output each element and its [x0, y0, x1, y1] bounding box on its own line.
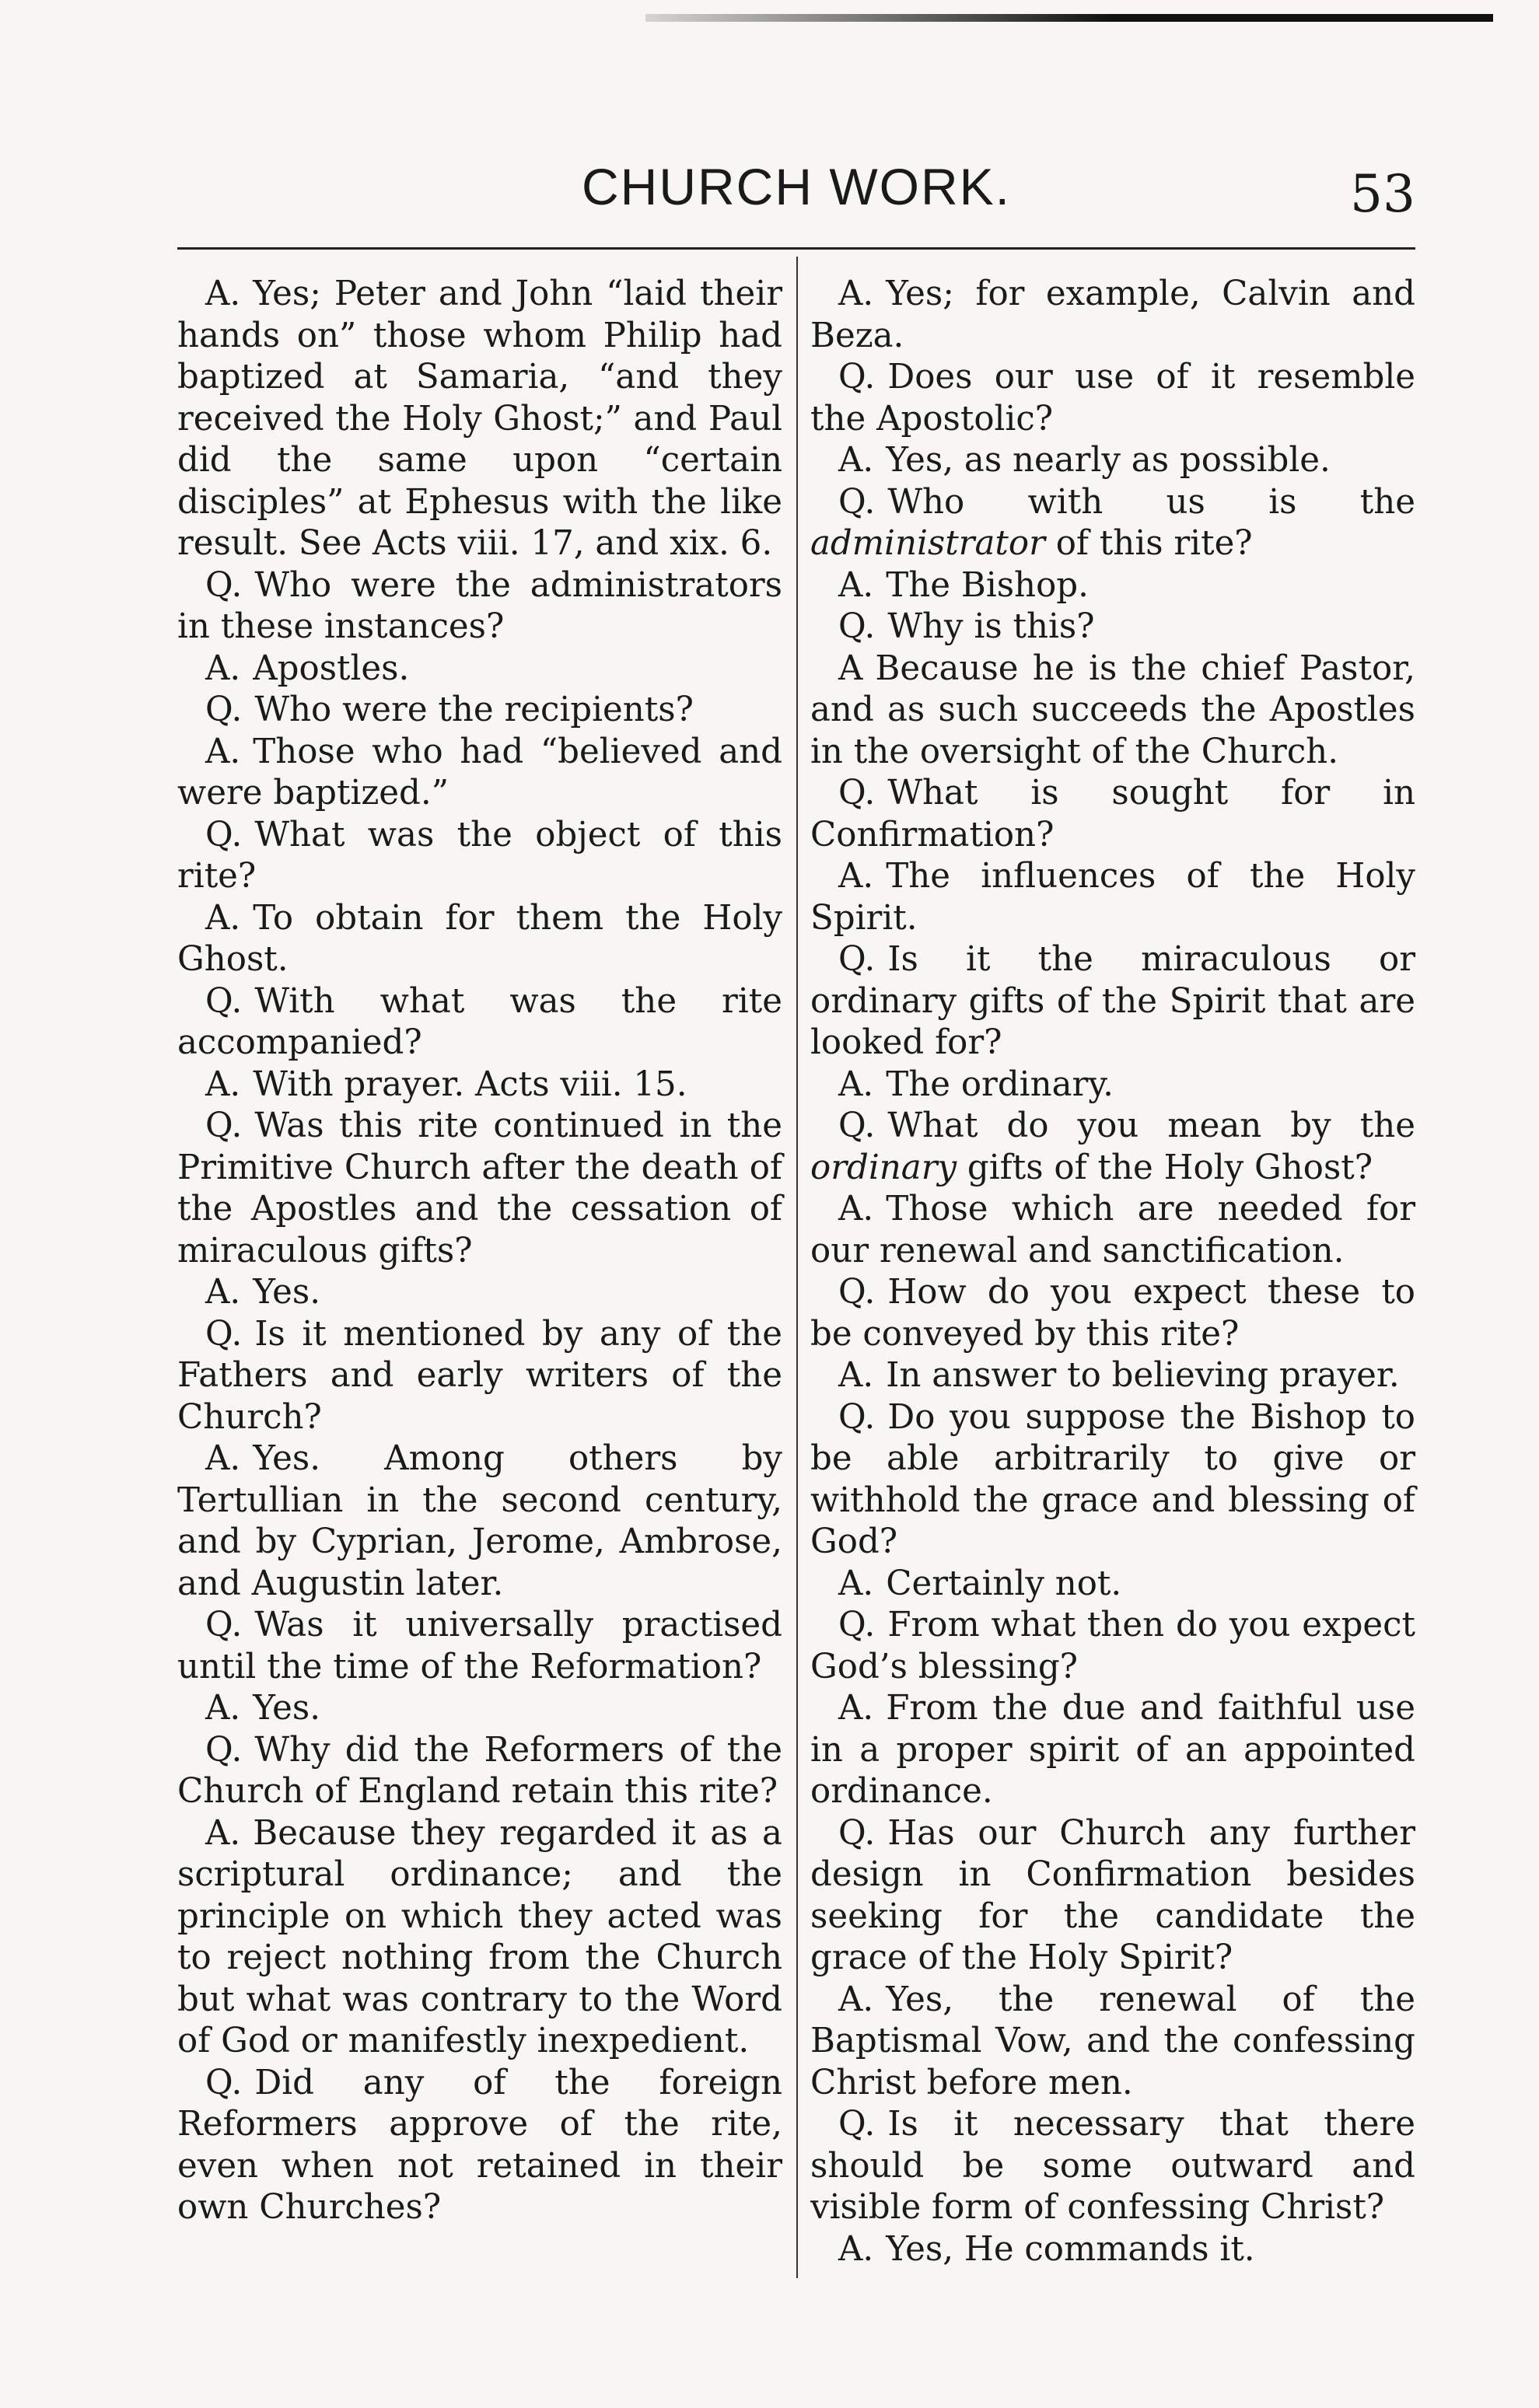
paragraph-text: Did any of the foreign Reformers approve of the rite, even when not retained in their own Churches?	[177, 2063, 782, 2227]
paragraph-text: In answer to believing prayer.	[886, 1356, 1400, 1395]
qa-marker: A.	[205, 1689, 241, 1728]
qa-marker: Q.	[838, 1397, 876, 1437]
qa-marker: A.	[205, 1273, 241, 1312]
qa-marker: A.	[205, 1813, 241, 1853]
paragraph-text: What was the object of this rite?	[177, 815, 782, 896]
answer-paragraph	[177, 732, 782, 815]
paragraph-text: Who were the administrators in these instances?	[177, 565, 782, 646]
paragraph-text: Those which are needed for our renewal and sanctification.	[810, 1190, 1415, 1270]
paragraph-text: Because they regarded it as a scriptural ordinance; and the principle on which they acted was to reject nothing from the Church but what was contrary to the Word of God or manifestly inexpedient.	[177, 1813, 782, 2060]
qa-marker: A.	[838, 1980, 874, 2019]
answer-paragraph	[810, 856, 1415, 939]
question-paragraph	[810, 1397, 1415, 1564]
qa-marker: A.	[838, 274, 874, 313]
qa-marker: Q.	[838, 482, 876, 522]
qa-marker: Q.	[205, 565, 243, 605]
answer-paragraph	[810, 1564, 1415, 1606]
paragraph-text: Yes, the renewal of the Baptismal Vow, and the confessing Christ before men.	[810, 1980, 1415, 2102]
column-divider	[796, 257, 798, 2278]
paragraph-text-continued: gifts of the Holy Ghost?	[957, 1148, 1373, 1187]
paragraph-text: Who with us is the	[887, 482, 1415, 522]
question-paragraph	[177, 981, 782, 1064]
paragraph-text: With what was the rite accompanied?	[177, 981, 782, 1062]
question-paragraph	[810, 1106, 1415, 1189]
paragraph-text: Those who had “believed and were baptized.”	[177, 732, 782, 813]
qa-marker: Q.	[838, 1606, 876, 1644]
qa-marker: A.	[205, 274, 241, 313]
paragraph-text: Was it universally practised until the time of the Reformation?	[177, 1606, 782, 1686]
paragraph-text: Yes.	[253, 1689, 321, 1728]
answer-paragraph	[810, 648, 1415, 774]
answer-paragraph	[177, 274, 782, 565]
paragraph-text: Yes; for example, Calvin and Beza.	[810, 274, 1415, 355]
page-header	[177, 156, 1415, 241]
paragraph-text: Yes, as nearly as possible.	[886, 441, 1331, 480]
answer-paragraph	[810, 1064, 1415, 1106]
question-paragraph	[810, 1272, 1415, 1355]
qa-marker: Q.	[205, 981, 243, 1021]
paragraph-text: Who were the recipients?	[254, 690, 694, 729]
answer-paragraph	[810, 1980, 1415, 2105]
running-title: CHURCH WORK.	[582, 158, 1011, 215]
qa-marker: A.	[205, 1064, 241, 1104]
qa-marker: Q.	[838, 1813, 876, 1853]
answer-paragraph	[810, 274, 1415, 357]
qa-marker: Q.	[205, 1606, 243, 1644]
qa-marker: A.	[205, 898, 241, 938]
qa-marker: A.	[205, 1439, 241, 1478]
top-rule	[645, 14, 1493, 22]
qa-marker: Q.	[838, 607, 876, 646]
answer-paragraph	[177, 1813, 782, 2063]
paragraph-text: Do you suppose the Bishop to be able arbitrarily to give or withhold the grace and blessing of God?	[810, 1397, 1415, 1561]
qa-marker: Q.	[205, 1106, 243, 1145]
paragraph-text: Does our use of it resemble the Apostolic?	[810, 358, 1415, 439]
qa-marker: A.	[838, 441, 874, 480]
paragraph-text: Apostles.	[253, 648, 410, 688]
answer-paragraph	[177, 1688, 782, 1730]
paragraph-text: Was this rite continued in the Primitive Church after the death of the Apostles and the cessation of miraculous gifts?	[177, 1106, 782, 1270]
question-paragraph	[177, 1106, 782, 1272]
question-paragraph	[177, 2063, 782, 2229]
question-paragraph	[810, 606, 1415, 648]
question-paragraph	[177, 690, 782, 732]
paragraph-text: Is it the miraculous or ordinary gifts of the Spirit that are looked for?	[810, 940, 1415, 1062]
paragraph-text-continued: of this rite?	[1044, 524, 1253, 563]
paragraph-text: To obtain for them the Holy Ghost.	[177, 898, 782, 979]
qa-marker: A.	[838, 1564, 874, 1603]
qa-marker: A.	[838, 1064, 874, 1104]
paragraph-text: From the due and faithful use in a proper spirit of an appointed ordinance.	[810, 1689, 1415, 1811]
qa-marker: Q.	[838, 940, 876, 979]
qa-marker: Q.	[838, 1106, 876, 1145]
paragraph-text: What is sought for in Confirmation?	[810, 774, 1415, 855]
answer-paragraph	[810, 565, 1415, 607]
question-paragraph	[810, 1605, 1415, 1688]
qa-marker: Q.	[205, 2063, 243, 2102]
question-paragraph	[810, 939, 1415, 1064]
answer-paragraph	[177, 648, 782, 690]
qa-marker: A	[838, 648, 863, 688]
italic-term: administrator	[810, 524, 1045, 563]
qa-marker: A.	[205, 732, 241, 771]
paragraph-text: Yes.	[253, 1273, 321, 1312]
page-number: 53	[1350, 164, 1415, 224]
answer-paragraph	[810, 2229, 1415, 2271]
paragraph-text: With prayer. Acts viii. 15.	[253, 1064, 687, 1104]
qa-marker: Q.	[838, 2105, 876, 2144]
question-paragraph	[177, 815, 782, 898]
qa-marker: A.	[838, 1356, 874, 1395]
question-paragraph	[810, 2104, 1415, 2229]
italic-term: ordinary	[810, 1148, 957, 1187]
qa-marker: A.	[838, 565, 874, 605]
qa-marker: Q.	[205, 1314, 243, 1354]
paragraph-text: Yes; Peter and John “laid their hands on” those whom Philip had baptized at Samaria, “and they received the Holy Ghost;” and Paul did the same upon “certain disciples” at Ephesus with the like result. See Acts viii. 17, and xix. 6.	[177, 274, 782, 563]
paragraph-text: Yes, He commands it.	[886, 2229, 1255, 2269]
question-paragraph	[810, 773, 1415, 856]
answer-paragraph	[177, 1272, 782, 1314]
qa-marker: Q.	[838, 774, 876, 813]
question-paragraph	[177, 1314, 782, 1439]
qa-marker: A.	[838, 857, 874, 896]
header-rule	[177, 247, 1415, 250]
question-paragraph	[177, 565, 782, 648]
answer-paragraph	[177, 1064, 782, 1106]
qa-marker: Q.	[205, 690, 243, 729]
paragraph-text: Why is this?	[887, 607, 1095, 646]
paragraph-text: The Bishop.	[886, 565, 1089, 605]
answer-paragraph	[810, 440, 1415, 482]
qa-marker: Q.	[205, 1730, 243, 1770]
question-paragraph	[810, 1813, 1415, 1980]
qa-marker: A.	[838, 1689, 874, 1728]
paragraph-text: Has our Church any further design in Confirmation besides seeking for the candidate the grace of the Holy Spirit?	[810, 1813, 1415, 1977]
answer-paragraph	[177, 898, 782, 981]
answer-paragraph	[810, 1355, 1415, 1397]
paragraph-text: The influences of the Holy Spirit.	[810, 857, 1415, 938]
paragraph-text: How do you expect these to be conveyed by this rite?	[810, 1273, 1415, 1354]
answer-paragraph	[177, 1438, 782, 1605]
qa-marker: Q.	[205, 815, 243, 855]
paragraph-text: Yes. Among others by Tertullian in the second century, and by Cyprian, Jerome, Ambrose, and Augustin later.	[177, 1439, 782, 1603]
qa-marker: A.	[205, 648, 241, 688]
answer-paragraph	[810, 1688, 1415, 1813]
paragraph-text: Why did the Reformers of the Church of England retain this rite?	[177, 1730, 782, 1811]
right-column	[810, 274, 1415, 2270]
paragraph-text: Is it mentioned by any of the Fathers and early writers of the Church?	[177, 1314, 782, 1437]
paragraph-text: Certainly not.	[886, 1564, 1122, 1603]
question-paragraph	[810, 482, 1415, 565]
paragraph-text: What do you mean by the	[887, 1106, 1415, 1145]
qa-marker: A.	[838, 1190, 874, 1228]
question-paragraph	[177, 1730, 782, 1813]
left-column	[177, 274, 782, 2229]
paragraph-text: Is it necessary that there should be some outward and visible form of confessing Christ?	[810, 2105, 1415, 2227]
question-paragraph	[177, 1605, 782, 1688]
qa-marker: Q.	[838, 1273, 876, 1312]
answer-paragraph	[810, 1189, 1415, 1272]
paragraph-text: From what then do you expect God’s blessing?	[810, 1606, 1415, 1686]
qa-marker: Q.	[838, 358, 876, 397]
paragraph-text: Because he is the chief Pastor, and as such succeeds the Apostles in the oversight of the Church.	[810, 648, 1415, 771]
qa-marker: A.	[838, 2229, 874, 2269]
question-paragraph	[810, 357, 1415, 440]
paragraph-text: The ordinary.	[886, 1064, 1114, 1104]
